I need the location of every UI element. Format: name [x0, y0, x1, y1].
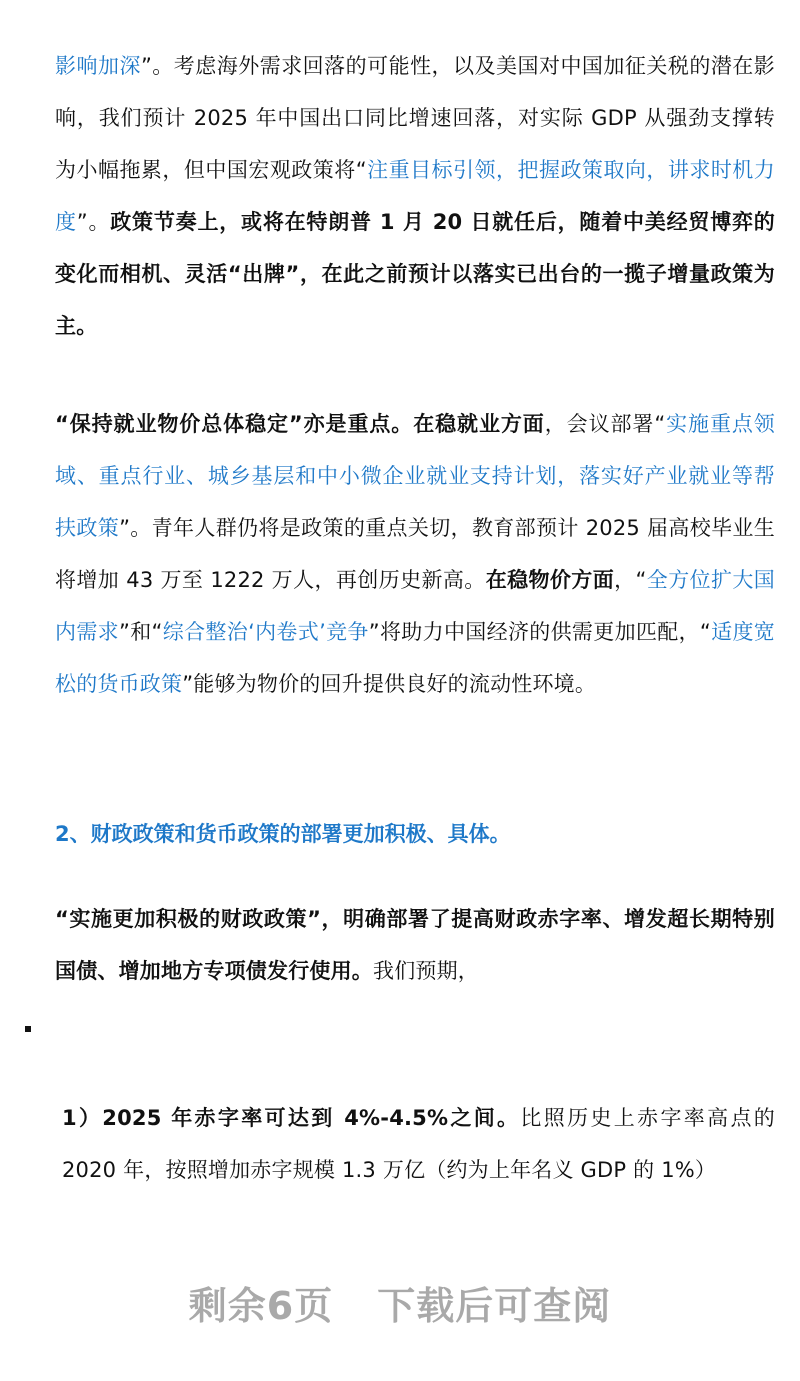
bold-text: 1）2025 年赤字率可达到 4%-4.5%之间。 — [62, 1106, 521, 1130]
highlight-text: 适度宽松的货币政策 — [55, 620, 775, 696]
body-text: ，会议部署“ — [544, 412, 666, 436]
body-text: ”和“ — [119, 620, 163, 644]
bold-text: “实施更加积极的财政政策”，明确部署了提高财政赤字率、增发超长期特别国债、增加地方专项债发行使用。 — [55, 907, 775, 983]
body-text: ”。青年人群仍将是政策的重点关切，教育部预计 2025 届高校毕业生将增加 43 万至 1222 万人，再创历史新高。 — [55, 516, 775, 592]
download-watermark[interactable] — [0, 1275, 800, 1330]
body-text: ，“ — [614, 568, 647, 592]
body-text: 比照历史上赤字率高点的 2020 年，按照增加赤字规模 1.3 万亿（约为上年名义 GDP 的 1%） — [62, 1106, 776, 1182]
body-text: ”将助力中国经济的供需更加匹配，“ — [368, 620, 711, 644]
section-heading: 2、财政政策和货币政策的部署更加积极、具体。 — [55, 822, 511, 846]
highlight-text: 全方位扩大国内需求 — [55, 568, 776, 644]
paragraph-deficit-rate — [62, 1092, 775, 1196]
body-text: ”。考虑海外需求回落的可能性，以及美国对中国加征关税的潜在影响，我们预计 2025 年中国出口同比增速回落，对实际 GDP 从强劲支撑转为小幅拖累，但中国宏观政策将“ — [55, 54, 775, 182]
highlight-text: 综合整治‘内卷式’竞争 — [162, 620, 369, 644]
paragraph-export-policy — [55, 40, 775, 352]
remaining-pages-label: 剩余6页 — [188, 1284, 334, 1328]
bold-text: 在稳物价方面 — [485, 568, 615, 592]
bullet-marker — [25, 1026, 31, 1032]
paragraph-employment-prices — [55, 398, 775, 710]
highlight-text: 影响加深 — [55, 54, 141, 78]
body-text: ”。 — [76, 210, 111, 234]
highlight-text: 注重目标引领，把握政策取向，讲求时机力度 — [55, 158, 775, 234]
highlight-text: 实施重点领域、重点行业、城乡基层和中小微企业就业支持计划，落实好产业就业等帮扶政策 — [55, 412, 775, 540]
paragraph-fiscal-policy — [55, 893, 775, 997]
bold-text: “保持就业物价总体稳定”亦是重点。在稳就业方面 — [55, 412, 545, 436]
body-text: ”能够为物价的回升提供良好的流动性环境。 — [182, 672, 597, 696]
body-text: 我们预期， — [373, 959, 479, 983]
download-to-view-label: 下载后可查阅 — [377, 1284, 612, 1328]
bold-text: 政策节奏上，或将在特朗普 1 月 20 日就任后，随着中美经贸博弈的变化而相机、灵活“出牌”，在此之前预计以落实已出台的一揽子增量政策为主。 — [55, 210, 775, 338]
